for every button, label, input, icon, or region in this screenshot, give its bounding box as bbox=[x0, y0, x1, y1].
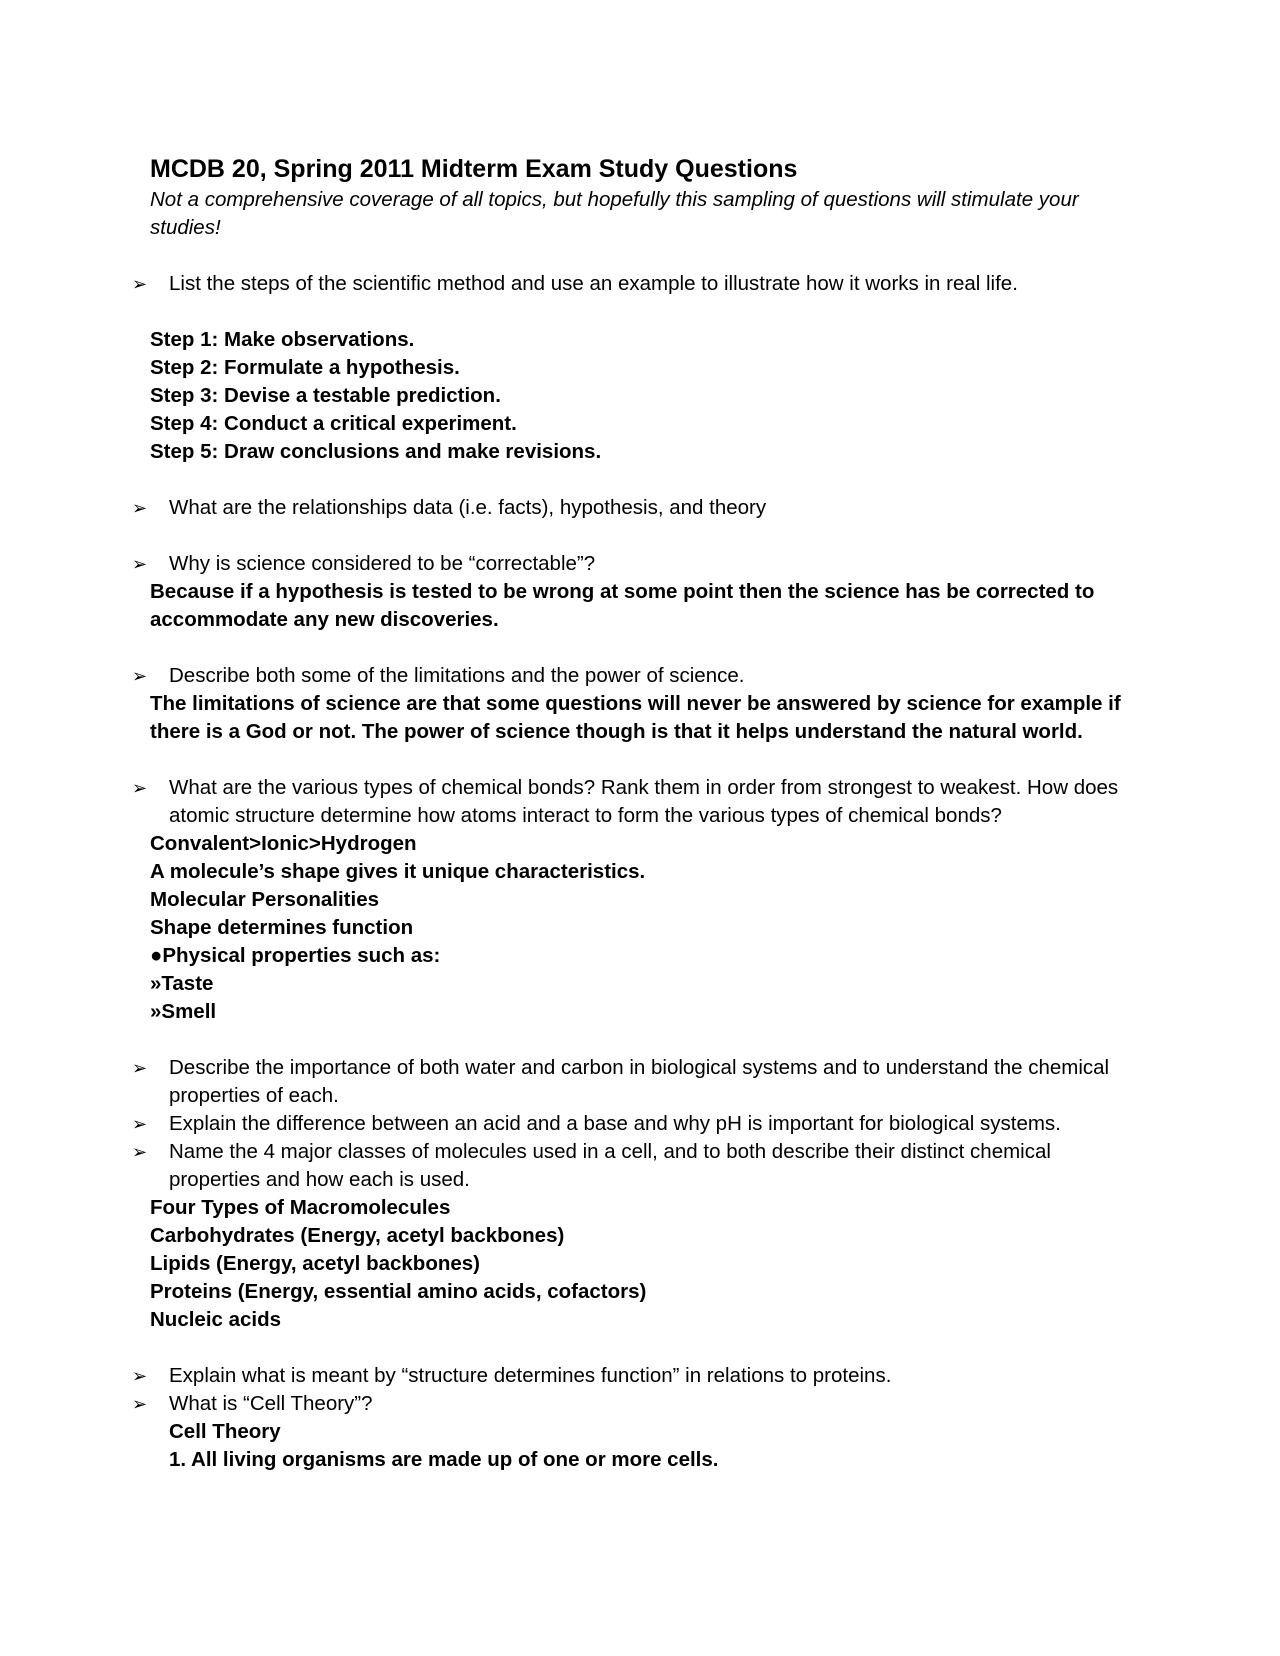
answer-line: Proteins (Energy, essential amino acids, cofactors) bbox=[150, 1280, 647, 1303]
document-body bbox=[132, 152, 1130, 1474]
answer-step: Step 4: Conduct a critical experiment. bbox=[150, 412, 517, 435]
question-text: What are the relationships data (i.e. facts), hypothesis, and theory bbox=[169, 496, 767, 519]
arrowhead-bullet-icon: ➢ bbox=[132, 778, 148, 798]
question-cell-theory bbox=[132, 1390, 1130, 1418]
question-macromolecules bbox=[132, 1138, 1130, 1194]
question-text: Explain the difference between an acid and a base and why pH is important for biological systems. bbox=[169, 1112, 1061, 1135]
question-text: Explain what is meant by “structure determines function” in relations to proteins. bbox=[169, 1364, 892, 1387]
arrowhead-bullet-icon: ➢ bbox=[132, 554, 148, 574]
question-text: What is “Cell Theory”? bbox=[169, 1392, 373, 1415]
answer-line: Convalent>Ionic>Hydrogen bbox=[150, 832, 417, 855]
question-water-carbon bbox=[132, 1054, 1130, 1110]
question-acid-base bbox=[132, 1110, 1130, 1138]
answer-line: »Taste bbox=[150, 972, 214, 995]
answer-line: Cell Theory bbox=[169, 1420, 281, 1443]
answer-correctable: Because if a hypothesis is tested to be wrong at some point then the science has be corrected to accommodate any new discoveries. bbox=[150, 580, 1095, 631]
answer-line: Shape determines function bbox=[150, 916, 414, 939]
answer-step: Step 5: Draw conclusions and make revisions. bbox=[150, 440, 602, 463]
answer-limitations-power: The limitations of science are that some questions will never be answered by science for example if there is a God or not. The power of science though is that it helps understand the natural world. bbox=[150, 692, 1121, 743]
answer-line: 1. All living organisms are made up of one or more cells. bbox=[169, 1448, 719, 1471]
question-text: What are the various types of chemical bonds? Rank them in order from strongest to weakest. How does atomic structure determine how atoms interact to form the various types of chemical bonds? bbox=[169, 776, 1119, 827]
document-title: MCDB 20, Spring 2011 Midterm Exam Study Questions bbox=[150, 155, 798, 183]
answer-line: Carbohydrates (Energy, acetyl backbones) bbox=[150, 1224, 565, 1247]
answer-step: Step 1: Make observations. bbox=[150, 328, 415, 351]
arrowhead-bullet-icon: ➢ bbox=[132, 1058, 148, 1078]
question-text: Describe the importance of both water and carbon in biological systems and to understand the chemical properties of each. bbox=[169, 1056, 1110, 1107]
answer-line: ●Physical properties such as: bbox=[150, 944, 441, 967]
arrowhead-bullet-icon: ➢ bbox=[132, 1142, 148, 1162]
arrowhead-bullet-icon: ➢ bbox=[132, 666, 148, 686]
question-text: Describe both some of the limitations and the power of science. bbox=[169, 664, 745, 687]
answer-line: Four Types of Macromolecules bbox=[150, 1196, 451, 1219]
answer-line: »Smell bbox=[150, 1000, 217, 1023]
answer-line: A molecule’s shape gives it unique characteristics. bbox=[150, 860, 646, 883]
question-scientific-method bbox=[132, 270, 1130, 298]
arrowhead-bullet-icon: ➢ bbox=[132, 498, 148, 518]
answer-line: Lipids (Energy, acetyl backbones) bbox=[150, 1252, 480, 1275]
question-text: Name the 4 major classes of molecules used in a cell, and to both describe their distinct chemical properties and how each is used. bbox=[169, 1140, 1051, 1191]
question-correctable bbox=[132, 550, 1130, 578]
question-structure-function bbox=[132, 1362, 1130, 1390]
answer-line: Nucleic acids bbox=[150, 1308, 282, 1331]
question-chemical-bonds bbox=[132, 774, 1130, 830]
question-text: Why is science considered to be “correctable”? bbox=[169, 552, 596, 575]
arrowhead-bullet-icon: ➢ bbox=[132, 1394, 148, 1414]
arrowhead-bullet-icon: ➢ bbox=[132, 1114, 148, 1134]
answer-step: Step 2: Formulate a hypothesis. bbox=[150, 356, 460, 379]
document-subtitle: Not a comprehensive coverage of all topics, but hopefully this sampling of questions will stimulate your studies! bbox=[150, 188, 1079, 239]
question-limitations-power bbox=[132, 662, 1130, 690]
answer-step: Step 3: Devise a testable prediction. bbox=[150, 384, 501, 407]
answer-line: Molecular Personalities bbox=[150, 888, 380, 911]
arrowhead-bullet-icon: ➢ bbox=[132, 1366, 148, 1386]
question-text: List the steps of the scientific method and use an example to illustrate how it works in real life. bbox=[169, 272, 1018, 295]
arrowhead-bullet-icon: ➢ bbox=[132, 274, 148, 294]
question-data-hypothesis-theory bbox=[132, 494, 1130, 522]
